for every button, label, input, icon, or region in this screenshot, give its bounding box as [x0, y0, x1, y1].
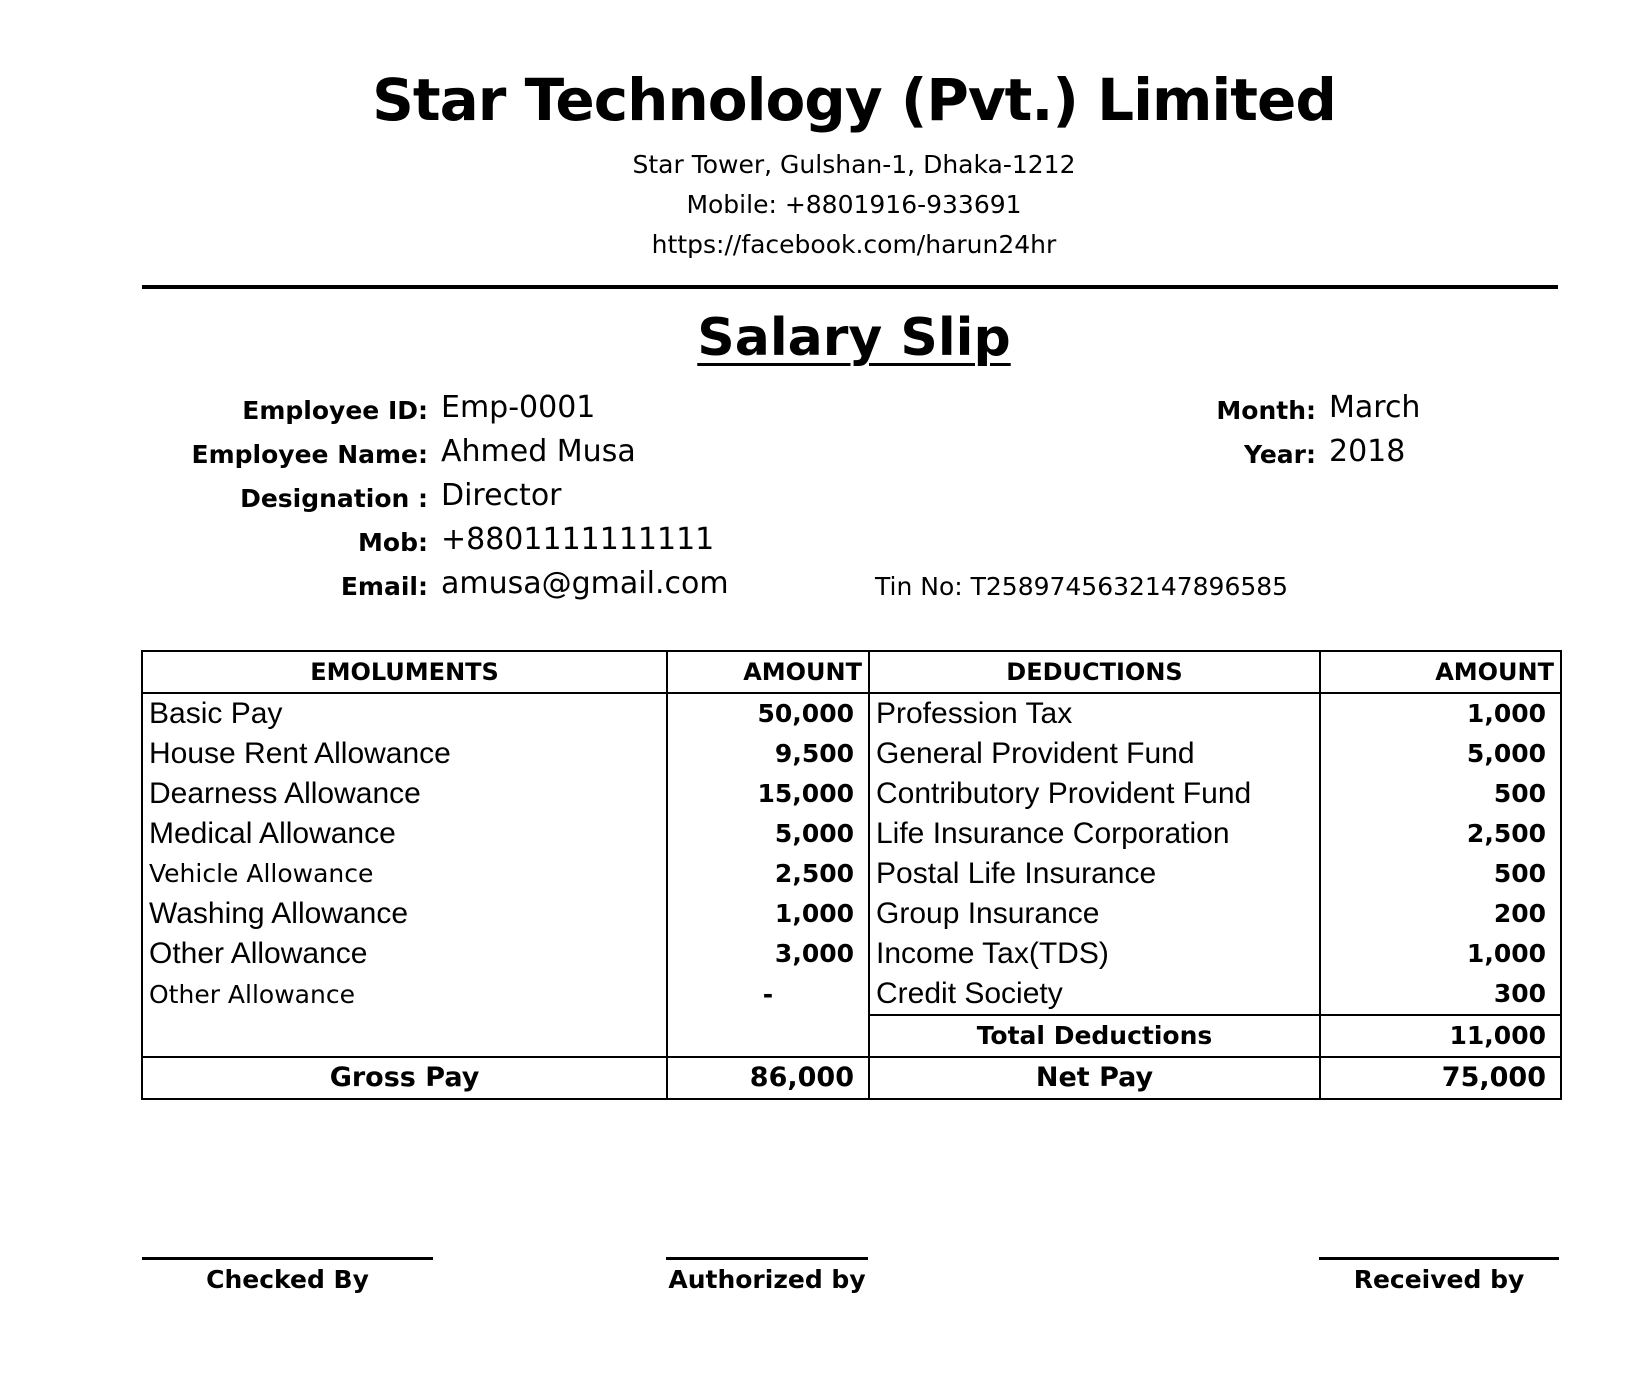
- emolument-amount: 1,000: [667, 894, 869, 934]
- total-deductions-value: 11,000: [1320, 1015, 1561, 1057]
- deduction-amount: 1,000: [1320, 693, 1561, 734]
- emolument-label: Dearness Allowance: [142, 774, 667, 814]
- deduction-label: General Provident Fund: [869, 734, 1320, 774]
- deduction-label: Group Insurance: [869, 894, 1320, 934]
- deduction-amount: 300: [1320, 974, 1561, 1015]
- emolument-amount: 15,000: [667, 774, 869, 814]
- deduction-amount: 500: [1320, 774, 1561, 814]
- deduction-amount: 1,000: [1320, 934, 1561, 974]
- table-row: [142, 774, 1561, 814]
- month-value: March: [1329, 390, 1421, 425]
- deductions-header: DEDUCTIONS: [869, 651, 1320, 693]
- table-row: [142, 693, 1561, 734]
- empty-cell: [142, 1015, 667, 1057]
- emolument-label: Washing Allowance: [142, 894, 667, 934]
- totals-row: [142, 1057, 1561, 1099]
- gross-pay-value: 86,000: [667, 1057, 869, 1099]
- total-deductions-row: [142, 1015, 1561, 1057]
- salary-slip-title: Salary Slip: [697, 308, 1011, 368]
- emolument-label: Other Allowance: [142, 934, 667, 974]
- emolument-label: House Rent Allowance: [142, 734, 667, 774]
- deduction-amount: 5,000: [1320, 734, 1561, 774]
- net-pay-value: 75,000: [1320, 1057, 1561, 1099]
- mob-label: Mob:: [358, 528, 428, 557]
- table-row: [142, 894, 1561, 934]
- table-row: [142, 814, 1561, 854]
- checked-by-line: [142, 1257, 433, 1260]
- emolument-amount: 2,500: [667, 854, 869, 894]
- deduction-amount: 200: [1320, 894, 1561, 934]
- deduction-amount: 500: [1320, 854, 1561, 894]
- salary-table: [141, 650, 1562, 1100]
- company-url: https://facebook.com/harun24hr: [651, 230, 1057, 259]
- deduction-label: Postal Life Insurance: [869, 854, 1320, 894]
- net-pay-label: Net Pay: [869, 1057, 1320, 1099]
- employee-id-label: Employee ID:: [242, 396, 428, 425]
- empty-cell: [667, 1015, 869, 1057]
- designation-value: Director: [441, 478, 562, 513]
- checked-by-label: Checked By: [206, 1265, 369, 1294]
- deduction-label: Credit Society: [869, 974, 1320, 1015]
- deduction-label: Contributory Provident Fund: [869, 774, 1320, 814]
- table-header-row: [142, 651, 1561, 693]
- company-mobile: Mobile: +8801916-933691: [686, 190, 1022, 219]
- company-name: Star Technology (Pvt.) Limited: [372, 66, 1336, 134]
- gross-pay-label: Gross Pay: [142, 1057, 667, 1099]
- employee-name-label: Employee Name:: [191, 440, 428, 469]
- email-label: Email:: [340, 572, 428, 601]
- employee-name-value: Ahmed Musa: [441, 434, 636, 469]
- authorized-by-line: [666, 1257, 868, 1260]
- table-row: [142, 974, 1561, 1015]
- page-title: [0, 308, 1652, 368]
- deduction-label: Life Insurance Corporation: [869, 814, 1320, 854]
- table-row: [142, 934, 1561, 974]
- mob-value: +8801111111111: [441, 522, 715, 557]
- emolument-amount: 9,500: [667, 734, 869, 774]
- company-address: Star Tower, Gulshan-1, Dhaka-1212: [632, 150, 1076, 179]
- header-divider: [142, 285, 1558, 289]
- table-row: [142, 854, 1561, 894]
- total-deductions-label: Total Deductions: [869, 1015, 1320, 1057]
- employee-id-value: Emp-0001: [441, 390, 596, 425]
- emolument-amount: 5,000: [667, 814, 869, 854]
- month-label: Month:: [1216, 396, 1316, 425]
- emolument-label: Basic Pay: [142, 693, 667, 734]
- email-value: amusa@gmail.com: [441, 566, 729, 601]
- deductions-amount-header: AMOUNT: [1320, 651, 1561, 693]
- deduction-label: Income Tax(TDS): [869, 934, 1320, 974]
- designation-label: Designation :: [240, 484, 428, 513]
- emoluments-amount-header: AMOUNT: [667, 651, 869, 693]
- emolument-label: Vehicle Allowance: [142, 854, 667, 894]
- received-by-label: Received by: [1353, 1265, 1525, 1294]
- emolument-label: Medical Allowance: [142, 814, 667, 854]
- received-by-line: [1319, 1257, 1559, 1260]
- table-row: [142, 734, 1561, 774]
- authorized-by-label: Authorized by: [668, 1265, 866, 1294]
- emolument-amount: 50,000: [667, 693, 869, 734]
- emolument-label: Other Allowance: [142, 974, 667, 1015]
- deduction-amount: 2,500: [1320, 814, 1561, 854]
- emoluments-header: EMOLUMENTS: [142, 651, 667, 693]
- emolument-amount: 3,000: [667, 934, 869, 974]
- year-value: 2018: [1329, 434, 1406, 469]
- year-label: Year:: [1244, 440, 1316, 469]
- deduction-label: Profession Tax: [869, 693, 1320, 734]
- emolument-amount: -: [667, 974, 869, 1015]
- tin-number: Tin No: T2589745632147896585: [875, 572, 1289, 601]
